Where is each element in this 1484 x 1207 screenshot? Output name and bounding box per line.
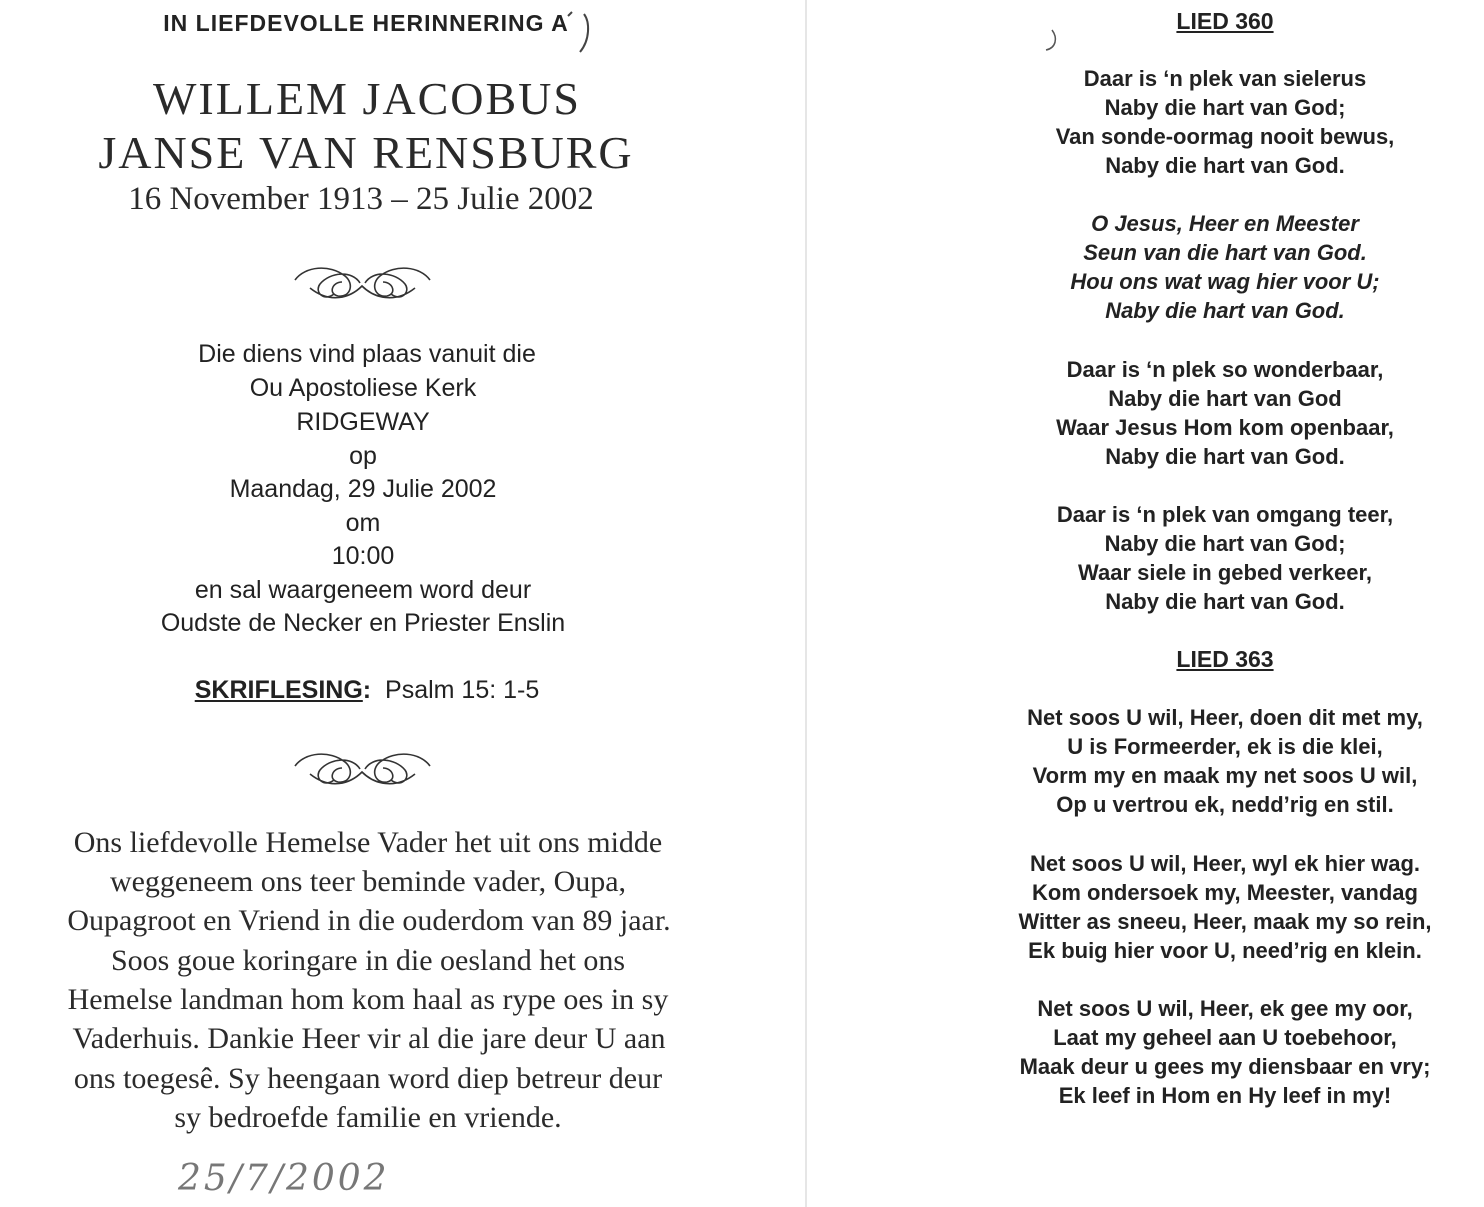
obituary-line: Soos goue koringare in die oesland het ons <box>110 944 626 977</box>
service-line: 10:00 <box>331 542 395 570</box>
hymn-line: Net soos U wil, Heer, wyl ek hier wag. <box>1029 851 1421 876</box>
obituary-line: Ons liefdevolle Hemelse Vader het uit ons midde <box>73 826 663 859</box>
hymn-title: LIED 363 <box>1176 646 1274 672</box>
hymn-line: Daar is ‘n plek van omgang teer, <box>1056 502 1394 527</box>
obituary-line: Oupagroot en Vriend in die ouderdom van 89 jaar. <box>67 904 671 937</box>
service-line: Maandag, 29 Julie 2002 <box>229 475 497 503</box>
deceased-name-line1: WILLEM JACOBUS <box>153 73 581 124</box>
hymn-line: Naby die hart van God <box>1108 386 1342 411</box>
hymn-chorus-line: Hou ons wat wag hier voor U; <box>1070 269 1380 294</box>
scripture-label: SKRIFLESING <box>194 676 363 704</box>
scripture-reading <box>0 676 742 705</box>
obituary-line: Vaderhuis. Dankie Heer vir al die jare deur U aan <box>72 1022 666 1055</box>
service-line: op <box>349 442 377 470</box>
obituary-line: weggeneem ons teer beminde vader, Oupa, <box>109 865 627 898</box>
hymn-line: Op u vertrou ek, nedd’rig en stil. <box>1056 792 1394 817</box>
scripture-value: Psalm 15: 1-5 <box>385 676 540 704</box>
scripture-colon: : <box>362 676 372 704</box>
hymn-line: Naby die hart van God; <box>1104 531 1346 556</box>
obituary-line: Hemelse landman hom kom haal as rype oes in sy <box>67 983 669 1016</box>
service-line: Ou Apostoliese Kerk <box>249 374 477 402</box>
hymn-line: Naby die hart van God; <box>1104 95 1346 120</box>
service-line: Die diens vind plaas vanuit die <box>198 340 536 368</box>
hymn-line: Van sonde-oormag nooit bewus, <box>1055 124 1395 149</box>
obituary-line: sy bedroefde familie en vriende. <box>174 1101 562 1134</box>
life-dates: 16 November 1913 – 25 Julie 2002 <box>128 181 594 217</box>
hymn-line: Naby die hart van God. <box>1105 153 1345 178</box>
hymn-line: Kom ondersoek my, Meester, vandag <box>1032 880 1418 905</box>
hymn-line: Waar Jesus Hom kom openbaar, <box>1056 415 1394 440</box>
hymn-line: Waar siele in gebed verkeer, <box>1078 560 1372 585</box>
hymn-line: Naby die hart van God. <box>1105 444 1345 469</box>
hymn-chorus-line: Seun van die hart van God. <box>1083 240 1367 265</box>
service-line: en sal waargeneem word deur <box>194 576 532 604</box>
hymn-line: Vorm my en maak my net soos U wil, <box>1032 763 1418 788</box>
hymn-chorus-line: O Jesus, Heer en Meester <box>1091 211 1359 236</box>
hymn-line: Maak deur u gees my diensbaar en vry; <box>1019 1054 1431 1079</box>
hymn-line: Daar is ‘n plek van sielerus <box>1083 66 1367 91</box>
hymn-line: Witter as sneeu, Heer, maak my so rein, <box>1018 909 1432 934</box>
right-page <box>980 0 1484 1207</box>
hymn-line: Ek buig hier voor U, need’rig en klein. <box>1028 938 1422 963</box>
deceased-name-line2: JANSE VAN RENSBURG <box>98 127 634 178</box>
hymn-line: Naby die hart van God. <box>1105 589 1345 614</box>
pen-mark <box>560 10 600 56</box>
service-line: om <box>345 509 381 537</box>
hymn-line: Laat my geheel aan U toebehoor, <box>1053 1025 1397 1050</box>
flourish-ornament-top <box>290 258 435 308</box>
hymn-line: Daar is ‘n plek so wonderbaar, <box>1066 357 1384 382</box>
obituary-line: ons toegesê. Sy heengaan word diep betreur deur <box>73 1062 663 1095</box>
service-line: Oudste de Necker en Priester Enslin <box>160 609 566 637</box>
hymn-line: Net soos U wil, Heer, ek gee my oor, <box>1037 996 1413 1021</box>
memorial-heading: IN LIEFDEVOLLE HERINNERING A <box>163 10 569 36</box>
service-line: RIDGEWAY <box>296 408 430 436</box>
handwritten-date: 25/7/2002 <box>178 1158 390 1199</box>
hymn-line: Ek leef in Hom en Hy leef in my! <box>1058 1083 1392 1108</box>
hymn-chorus-line: Naby die hart van God. <box>1105 298 1345 323</box>
hymn-line: U is Formeerder, ek is die klei, <box>1067 734 1383 759</box>
flourish-ornament-bottom <box>290 744 435 794</box>
hymn-title: LIED 360 <box>1176 8 1274 34</box>
hymn-line: Net soos U wil, Heer, doen dit met my, <box>1027 705 1423 730</box>
page-fold <box>805 0 807 1207</box>
